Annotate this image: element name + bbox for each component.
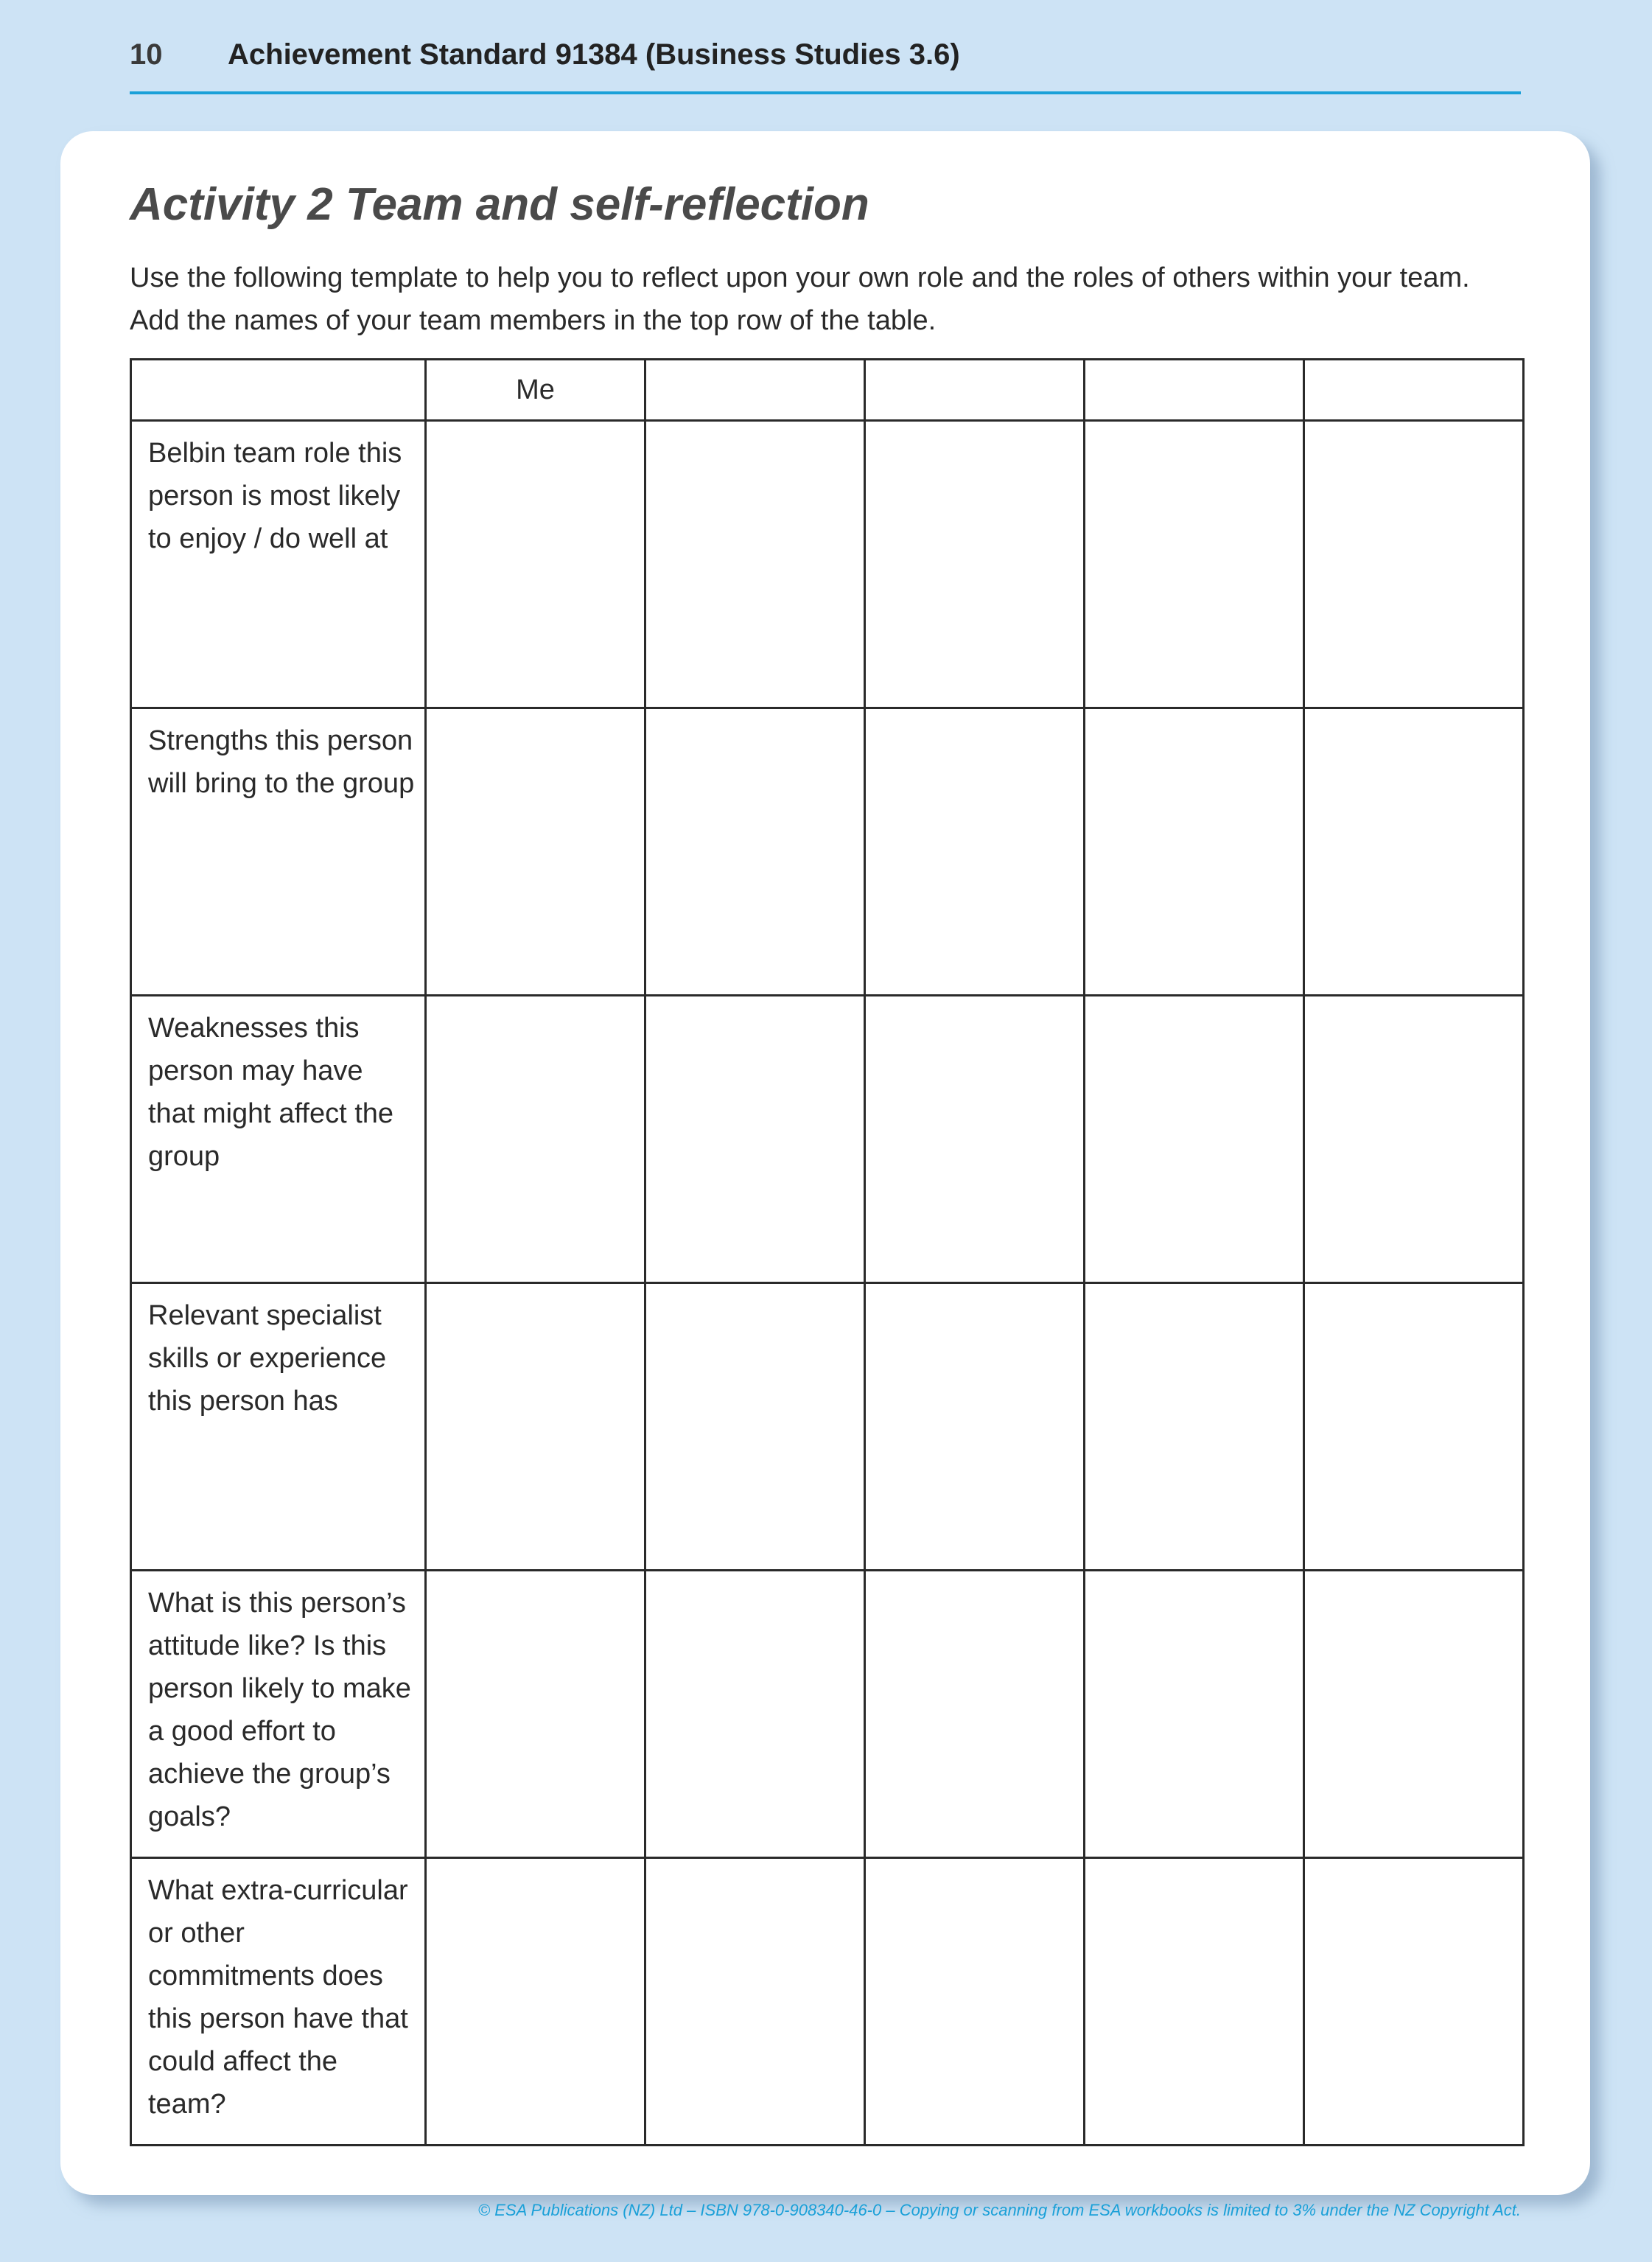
header-cell-team-member-name[interactable] [1085, 360, 1304, 421]
standard-title: Achievement Standard 91384 (Business Studies 3.6) [228, 38, 960, 71]
table-header-row [131, 360, 1524, 421]
answer-cell[interactable] [865, 996, 1085, 1283]
answer-cell[interactable] [865, 421, 1085, 708]
table-row [131, 708, 1524, 996]
reflection-table [130, 358, 1525, 2146]
row-label-specialist-skills: Relevant specialist skills or experience this person has [131, 1283, 426, 1571]
answer-cell[interactable] [426, 996, 645, 1283]
page-number: 10 [130, 38, 163, 71]
answer-cell[interactable] [426, 1571, 645, 1858]
header-cell-me: Me [426, 360, 645, 421]
answer-cell[interactable] [1304, 1283, 1524, 1571]
answer-cell[interactable] [1304, 996, 1524, 1283]
row-label-attitude: What is this person’s attitude like? Is this person likely to make a good effort to achieve the group’s goals? [131, 1571, 426, 1858]
table-row [131, 421, 1524, 708]
instructions [130, 256, 1530, 342]
row-label-commitments: What extra-curricular or other commitments does this person have that could affect the team? [131, 1858, 426, 2146]
table-row [131, 1858, 1524, 2146]
answer-cell[interactable] [426, 1858, 645, 2146]
answer-cell[interactable] [426, 1283, 645, 1571]
worksheet-card [60, 131, 1590, 2195]
table-row [131, 1571, 1524, 1858]
answer-cell[interactable] [645, 421, 865, 708]
answer-cell[interactable] [426, 421, 645, 708]
answer-cell[interactable] [1085, 1283, 1304, 1571]
instruction-line: Add the names of your team members in the top row of the table. [130, 305, 937, 336]
answer-cell[interactable] [1304, 708, 1524, 996]
answer-cell[interactable] [1085, 1571, 1304, 1858]
row-label-strengths: Strengths this person will bring to the group [131, 708, 426, 996]
answer-cell[interactable] [645, 708, 865, 996]
answer-cell[interactable] [865, 1571, 1085, 1858]
instruction-line: Use the following template to help you to reflect upon your own role and the roles of others within your team. [130, 262, 1470, 293]
header-cell-blank [131, 360, 426, 421]
answer-cell[interactable] [645, 1283, 865, 1571]
answer-cell[interactable] [645, 1571, 865, 1858]
row-label-belbin-role: Belbin team role this person is most likely to enjoy / do well at [131, 421, 426, 708]
answer-cell[interactable] [1085, 421, 1304, 708]
header-cell-team-member-name[interactable] [645, 360, 865, 421]
answer-cell[interactable] [1304, 1571, 1524, 1858]
answer-cell[interactable] [865, 1283, 1085, 1571]
page-header [130, 35, 1521, 94]
answer-cell[interactable] [865, 708, 1085, 996]
answer-cell[interactable] [1304, 421, 1524, 708]
answer-cell[interactable] [865, 1858, 1085, 2146]
answer-cell[interactable] [645, 1858, 865, 2146]
header-cell-team-member-name[interactable] [1304, 360, 1524, 421]
answer-cell[interactable] [1085, 996, 1304, 1283]
answer-cell[interactable] [426, 708, 645, 996]
answer-cell[interactable] [645, 996, 865, 1283]
answer-cell[interactable] [1085, 1858, 1304, 2146]
header-cell-team-member-name[interactable] [865, 360, 1085, 421]
row-label-weaknesses: Weaknesses this person may have that might affect the group [131, 996, 426, 1283]
table-row [131, 1283, 1524, 1571]
answer-cell[interactable] [1085, 708, 1304, 996]
activity-title: Activity 2 Team and self-reflection [130, 179, 869, 230]
answer-cell[interactable] [1304, 1858, 1524, 2146]
copyright-footer: © ESA Publications (NZ) Ltd – ISBN 978-0-908340-46-0 – Copying or scanning from ESA workbooks is limited to 3% under the NZ Copyright Act. [477, 2201, 1521, 2219]
table-row [131, 996, 1524, 1283]
